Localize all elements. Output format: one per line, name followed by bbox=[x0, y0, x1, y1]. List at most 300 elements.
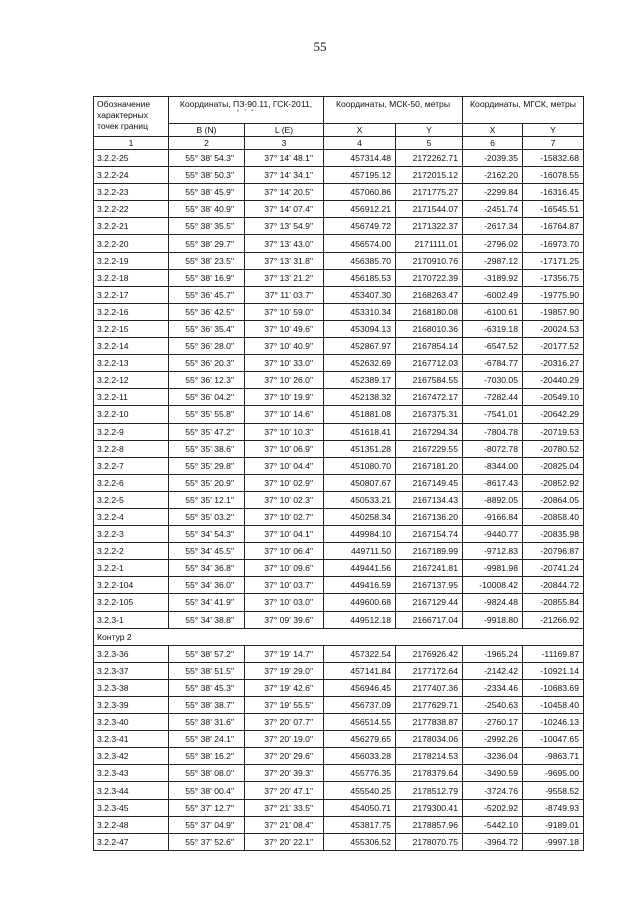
table-row bbox=[94, 833, 584, 850]
mgsk-x-cell: -1965.24 bbox=[463, 645, 523, 662]
table-row bbox=[94, 320, 584, 337]
latitude-b-cell: 55° 38' 38.7" bbox=[169, 697, 245, 714]
point-id-cell: 3.2.3-43 bbox=[94, 765, 169, 782]
latitude-b-cell: 55° 35' 12.1" bbox=[169, 491, 245, 508]
point-id-cell: 3.2.3-44 bbox=[94, 782, 169, 799]
table-row bbox=[94, 338, 584, 355]
msk-x-cell: 457141.84 bbox=[324, 662, 396, 679]
latitude-b-cell: 55° 36' 42.5" bbox=[169, 303, 245, 320]
longitude-l-cell: 37° 21' 08.4" bbox=[245, 816, 324, 833]
table-row bbox=[94, 286, 584, 303]
msk-x-cell: 456574.00 bbox=[324, 235, 396, 252]
msk-x-cell: 452138.32 bbox=[324, 389, 396, 406]
point-id-cell: 3.2.2-23 bbox=[94, 184, 169, 201]
longitude-l-cell: 37° 10' 10.3" bbox=[245, 423, 324, 440]
header-pz-units: ° ′ ″ bbox=[236, 110, 256, 116]
msk-y-cell: 2168010.36 bbox=[396, 320, 463, 337]
mgsk-y-cell: -10683.69 bbox=[523, 679, 584, 696]
latitude-b-cell: 55° 35' 38.6" bbox=[169, 440, 245, 457]
latitude-b-cell: 55° 34' 54.3" bbox=[169, 526, 245, 543]
point-id-cell: 3.2.3-41 bbox=[94, 731, 169, 748]
latitude-b-cell: 55° 34' 36.8" bbox=[169, 560, 245, 577]
mgsk-x-cell: -2142.42 bbox=[463, 662, 523, 679]
msk-y-cell: 2172015.12 bbox=[396, 167, 463, 184]
msk-y-cell: 2167154.74 bbox=[396, 526, 463, 543]
msk-x-cell: 453817.75 bbox=[324, 816, 396, 833]
latitude-b-cell: 55° 38' 50.3" bbox=[169, 167, 245, 184]
mgsk-x-cell: -3189.92 bbox=[463, 269, 523, 286]
mgsk-x-cell: -3724.76 bbox=[463, 782, 523, 799]
longitude-l-cell: 37° 20' 39.3" bbox=[245, 765, 324, 782]
mgsk-x-cell: -3490.59 bbox=[463, 765, 523, 782]
mgsk-y-cell: -8749.93 bbox=[523, 799, 584, 816]
msk-x-cell: 453094.13 bbox=[324, 320, 396, 337]
mgsk-x-cell: -6319.18 bbox=[463, 320, 523, 337]
latitude-b-cell: 55° 36' 12.3" bbox=[169, 372, 245, 389]
table-row bbox=[94, 782, 584, 799]
msk-x-cell: 456946.45 bbox=[324, 679, 396, 696]
msk-y-cell: 2167241.81 bbox=[396, 560, 463, 577]
msk-y-cell: 2172262.71 bbox=[396, 150, 463, 167]
msk-x-cell: 453310.34 bbox=[324, 303, 396, 320]
msk-y-cell: 2171111.01 bbox=[396, 235, 463, 252]
mgsk-x-cell: -7541.01 bbox=[463, 406, 523, 423]
mgsk-y-cell: -15832.68 bbox=[523, 150, 584, 167]
table-row bbox=[94, 662, 584, 679]
longitude-l-cell: 37° 14' 20.5" bbox=[245, 184, 324, 201]
latitude-b-cell: 55° 38' 51.5" bbox=[169, 662, 245, 679]
msk-y-cell: 2177407.36 bbox=[396, 679, 463, 696]
msk-x-cell: 455776.35 bbox=[324, 765, 396, 782]
mgsk-x-cell: -3236.04 bbox=[463, 748, 523, 765]
latitude-b-cell: 55° 34' 45.5" bbox=[169, 543, 245, 560]
mgsk-y-cell: -20855.84 bbox=[523, 594, 584, 611]
coordinates-table bbox=[93, 96, 584, 851]
table-row bbox=[94, 269, 584, 286]
longitude-l-cell: 37° 10' 59.0" bbox=[245, 303, 324, 320]
table-row bbox=[94, 508, 584, 525]
msk-x-cell: 449441.56 bbox=[324, 560, 396, 577]
latitude-b-cell: 55° 35' 55.8" bbox=[169, 406, 245, 423]
msk-x-cell: 451080.70 bbox=[324, 457, 396, 474]
mgsk-x-cell: -7804.78 bbox=[463, 423, 523, 440]
msk-y-cell: 2167189.99 bbox=[396, 543, 463, 560]
msk-y-cell: 2167181.20 bbox=[396, 457, 463, 474]
longitude-l-cell: 37° 10' 19.9" bbox=[245, 389, 324, 406]
point-id-cell: 3.2.2-15 bbox=[94, 320, 169, 337]
table-row bbox=[94, 474, 584, 491]
mgsk-x-cell: -2796.02 bbox=[463, 235, 523, 252]
latitude-b-cell: 55° 35' 03.2" bbox=[169, 508, 245, 525]
msk-x-cell: 457314.48 bbox=[324, 150, 396, 167]
point-id-cell: 3.2.2-4 bbox=[94, 508, 169, 525]
longitude-l-cell: 37° 20' 47.1" bbox=[245, 782, 324, 799]
mgsk-y-cell: -20316.27 bbox=[523, 355, 584, 372]
latitude-b-cell: 55° 38' 45.3" bbox=[169, 679, 245, 696]
column-number: 2 bbox=[169, 137, 245, 150]
latitude-b-cell: 55° 36' 20.3" bbox=[169, 355, 245, 372]
point-id-cell: 3.2.2-2 bbox=[94, 543, 169, 560]
table-row bbox=[94, 560, 584, 577]
point-id-cell: 3.2.3-42 bbox=[94, 748, 169, 765]
msk-y-cell: 2177838.87 bbox=[396, 714, 463, 731]
point-id-cell: 3.2.2-8 bbox=[94, 440, 169, 457]
mgsk-y-cell: -16316.45 bbox=[523, 184, 584, 201]
latitude-b-cell: 55° 38' 57.2" bbox=[169, 645, 245, 662]
latitude-b-cell: 55° 38' 40.9" bbox=[169, 201, 245, 218]
longitude-l-cell: 37° 20' 19.0" bbox=[245, 731, 324, 748]
table-row bbox=[94, 543, 584, 560]
msk-x-cell: 450807.67 bbox=[324, 474, 396, 491]
header-msk-y: Y bbox=[396, 124, 463, 137]
msk-y-cell: 2167149.45 bbox=[396, 474, 463, 491]
point-id-cell: 3.2.3-38 bbox=[94, 679, 169, 696]
longitude-l-cell: 37° 10' 02.9" bbox=[245, 474, 324, 491]
mgsk-y-cell: -20780.52 bbox=[523, 440, 584, 457]
mgsk-y-cell: -16764.87 bbox=[523, 218, 584, 235]
longitude-l-cell: 37° 19' 14.7" bbox=[245, 645, 324, 662]
header-mgsk-x: X bbox=[463, 124, 523, 137]
point-id-cell: 3.2.3-1 bbox=[94, 611, 169, 628]
point-id-cell: 3.2.2-9 bbox=[94, 423, 169, 440]
point-id-cell: 3.2.2-5 bbox=[94, 491, 169, 508]
header-l-e: L (E) bbox=[245, 124, 324, 137]
msk-x-cell: 452632.69 bbox=[324, 355, 396, 372]
longitude-l-cell: 37° 10' 02.3" bbox=[245, 491, 324, 508]
table-row bbox=[94, 748, 584, 765]
msk-x-cell: 456749.72 bbox=[324, 218, 396, 235]
mgsk-x-cell: -7282.44 bbox=[463, 389, 523, 406]
mgsk-x-cell: -9440.77 bbox=[463, 526, 523, 543]
longitude-l-cell: 37° 09' 39.6" bbox=[245, 611, 324, 628]
table-row bbox=[94, 201, 584, 218]
mgsk-x-cell: -6547.52 bbox=[463, 338, 523, 355]
mgsk-y-cell: -17356.75 bbox=[523, 269, 584, 286]
mgsk-y-cell: -20825.04 bbox=[523, 457, 584, 474]
mgsk-y-cell: -10047.65 bbox=[523, 731, 584, 748]
table-row bbox=[94, 252, 584, 269]
longitude-l-cell: 37° 10' 06.9" bbox=[245, 440, 324, 457]
point-id-cell: 3.2.2-22 bbox=[94, 201, 169, 218]
msk-y-cell: 2178512.79 bbox=[396, 782, 463, 799]
longitude-l-cell: 37° 13' 54.9" bbox=[245, 218, 324, 235]
longitude-l-cell: 37° 10' 04.1" bbox=[245, 526, 324, 543]
point-id-cell: 3.2.2-12 bbox=[94, 372, 169, 389]
mgsk-x-cell: -2451.74 bbox=[463, 201, 523, 218]
msk-x-cell: 449600.68 bbox=[324, 594, 396, 611]
msk-x-cell: 456737.09 bbox=[324, 697, 396, 714]
point-id-cell: 3.2.2-13 bbox=[94, 355, 169, 372]
msk-x-cell: 457322.54 bbox=[324, 645, 396, 662]
point-id-cell: 3.2.2-17 bbox=[94, 286, 169, 303]
latitude-b-cell: 55° 38' 16.9" bbox=[169, 269, 245, 286]
latitude-b-cell: 55° 38' 00.4" bbox=[169, 782, 245, 799]
column-number: 5 bbox=[396, 137, 463, 150]
longitude-l-cell: 37° 20' 07.7" bbox=[245, 714, 324, 731]
latitude-b-cell: 55° 38' 24.1" bbox=[169, 731, 245, 748]
msk-y-cell: 2177629.71 bbox=[396, 697, 463, 714]
header-mgsk: Координаты, МГСК, метры bbox=[463, 97, 584, 124]
msk-y-cell: 2178379.64 bbox=[396, 765, 463, 782]
msk-y-cell: 2166717.04 bbox=[396, 611, 463, 628]
table-row bbox=[94, 697, 584, 714]
msk-x-cell: 454050.71 bbox=[324, 799, 396, 816]
table-row bbox=[94, 355, 584, 372]
point-id-cell: 3.2.2-48 bbox=[94, 816, 169, 833]
latitude-b-cell: 55° 34' 36.0" bbox=[169, 577, 245, 594]
table-row bbox=[94, 167, 584, 184]
latitude-b-cell: 55° 34' 38.8" bbox=[169, 611, 245, 628]
point-id-cell: 3.2.2-105 bbox=[94, 594, 169, 611]
mgsk-y-cell: -9558.52 bbox=[523, 782, 584, 799]
longitude-l-cell: 37° 10' 04.4" bbox=[245, 457, 324, 474]
mgsk-x-cell: -2334.46 bbox=[463, 679, 523, 696]
point-id-cell: 3.2.3-37 bbox=[94, 662, 169, 679]
header-b-n: B (N) bbox=[169, 124, 245, 137]
longitude-l-cell: 37° 19' 29.0" bbox=[245, 662, 324, 679]
mgsk-x-cell: -9712.83 bbox=[463, 543, 523, 560]
msk-x-cell: 455306.52 bbox=[324, 833, 396, 850]
msk-y-cell: 2168263.47 bbox=[396, 286, 463, 303]
latitude-b-cell: 55° 36' 28.0" bbox=[169, 338, 245, 355]
msk-y-cell: 2176926.42 bbox=[396, 645, 463, 662]
msk-y-cell: 2167129.44 bbox=[396, 594, 463, 611]
latitude-b-cell: 55° 35' 47.2" bbox=[169, 423, 245, 440]
mgsk-y-cell: -20719.53 bbox=[523, 423, 584, 440]
point-id-cell: 3.2.3-39 bbox=[94, 697, 169, 714]
mgsk-y-cell: -20741.24 bbox=[523, 560, 584, 577]
latitude-b-cell: 55° 36' 04.2" bbox=[169, 389, 245, 406]
msk-x-cell: 451881.08 bbox=[324, 406, 396, 423]
latitude-b-cell: 55° 38' 35.5" bbox=[169, 218, 245, 235]
point-id-cell: 3.2.2-18 bbox=[94, 269, 169, 286]
table-row bbox=[94, 218, 584, 235]
mgsk-y-cell: -20177.52 bbox=[523, 338, 584, 355]
latitude-b-cell: 55° 37' 12.7" bbox=[169, 799, 245, 816]
table-row bbox=[94, 406, 584, 423]
table-row bbox=[94, 372, 584, 389]
msk-y-cell: 2167137.95 bbox=[396, 577, 463, 594]
point-id-cell: 3.2.2-24 bbox=[94, 167, 169, 184]
point-id-cell: 3.2.2-3 bbox=[94, 526, 169, 543]
msk-y-cell: 2167854.14 bbox=[396, 338, 463, 355]
mgsk-x-cell: -5202.92 bbox=[463, 799, 523, 816]
table-row bbox=[94, 594, 584, 611]
latitude-b-cell: 55° 36' 35.4" bbox=[169, 320, 245, 337]
table-row bbox=[94, 235, 584, 252]
section-row bbox=[94, 628, 584, 645]
longitude-l-cell: 37° 10' 03.0" bbox=[245, 594, 324, 611]
mgsk-x-cell: -8072.78 bbox=[463, 440, 523, 457]
mgsk-x-cell: -5442.10 bbox=[463, 816, 523, 833]
column-number: 4 bbox=[324, 137, 396, 150]
msk-y-cell: 2167584.55 bbox=[396, 372, 463, 389]
latitude-b-cell: 55° 35' 29.8" bbox=[169, 457, 245, 474]
mgsk-y-cell: -21266.92 bbox=[523, 611, 584, 628]
mgsk-y-cell: -16078.55 bbox=[523, 167, 584, 184]
msk-y-cell: 2171544.07 bbox=[396, 201, 463, 218]
mgsk-x-cell: -2162.20 bbox=[463, 167, 523, 184]
longitude-l-cell: 37° 10' 26.0" bbox=[245, 372, 324, 389]
mgsk-x-cell: -6784.77 bbox=[463, 355, 523, 372]
header-mgsk-y: Y bbox=[523, 124, 584, 137]
msk-x-cell: 456185.53 bbox=[324, 269, 396, 286]
msk-y-cell: 2179300.41 bbox=[396, 799, 463, 816]
mgsk-y-cell: -9695.00 bbox=[523, 765, 584, 782]
table-row bbox=[94, 714, 584, 731]
longitude-l-cell: 37° 14' 34.1" bbox=[245, 167, 324, 184]
longitude-l-cell: 37° 21' 33.5" bbox=[245, 799, 324, 816]
longitude-l-cell: 37° 10' 49.6" bbox=[245, 320, 324, 337]
header-point-designation: Обозначение характерных точек границ bbox=[94, 97, 169, 137]
msk-y-cell: 2178857.96 bbox=[396, 816, 463, 833]
column-number: 7 bbox=[523, 137, 584, 150]
point-id-cell: 3.2.2-21 bbox=[94, 218, 169, 235]
mgsk-x-cell: -10008.42 bbox=[463, 577, 523, 594]
mgsk-x-cell: -2039.35 bbox=[463, 150, 523, 167]
point-id-cell: 3.2.2-19 bbox=[94, 252, 169, 269]
table-row bbox=[94, 457, 584, 474]
msk-y-cell: 2170722.39 bbox=[396, 269, 463, 286]
msk-x-cell: 449711.50 bbox=[324, 543, 396, 560]
header-pz-label: Координаты, ПЗ-90.11, ГСК-2011, bbox=[179, 99, 313, 109]
msk-y-cell: 2167136.20 bbox=[396, 508, 463, 525]
latitude-b-cell: 55° 37' 52.6" bbox=[169, 833, 245, 850]
msk-x-cell: 456912.21 bbox=[324, 201, 396, 218]
table-row bbox=[94, 389, 584, 406]
latitude-b-cell: 55° 36' 45.7" bbox=[169, 286, 245, 303]
msk-y-cell: 2178214.53 bbox=[396, 748, 463, 765]
mgsk-y-cell: -17171.25 bbox=[523, 252, 584, 269]
latitude-b-cell: 55° 34' 41.9" bbox=[169, 594, 245, 611]
mgsk-x-cell: -6002.49 bbox=[463, 286, 523, 303]
msk-x-cell: 456514.55 bbox=[324, 714, 396, 731]
mgsk-x-cell: -3964.72 bbox=[463, 833, 523, 850]
point-id-cell: 3.2.2-10 bbox=[94, 406, 169, 423]
mgsk-x-cell: -2540.63 bbox=[463, 697, 523, 714]
msk-x-cell: 457060.86 bbox=[324, 184, 396, 201]
msk-x-cell: 449416.59 bbox=[324, 577, 396, 594]
msk-y-cell: 2171322.37 bbox=[396, 218, 463, 235]
point-id-cell: 3.2.2-1 bbox=[94, 560, 169, 577]
table-row bbox=[94, 491, 584, 508]
longitude-l-cell: 37° 13' 43.0" bbox=[245, 235, 324, 252]
msk-y-cell: 2178070.75 bbox=[396, 833, 463, 850]
msk-y-cell: 2168180.08 bbox=[396, 303, 463, 320]
latitude-b-cell: 55° 37' 04.9" bbox=[169, 816, 245, 833]
table-row bbox=[94, 303, 584, 320]
msk-y-cell: 2167229.55 bbox=[396, 440, 463, 457]
mgsk-y-cell: -20852.92 bbox=[523, 474, 584, 491]
longitude-l-cell: 37° 14' 07.4" bbox=[245, 201, 324, 218]
point-id-cell: 3.2.2-6 bbox=[94, 474, 169, 491]
latitude-b-cell: 55° 38' 23.5" bbox=[169, 252, 245, 269]
msk-x-cell: 449984.10 bbox=[324, 526, 396, 543]
mgsk-x-cell: -2299.84 bbox=[463, 184, 523, 201]
msk-y-cell: 2167712.03 bbox=[396, 355, 463, 372]
mgsk-y-cell: -19857.90 bbox=[523, 303, 584, 320]
table-row bbox=[94, 645, 584, 662]
table-body-contour-1 bbox=[94, 150, 584, 629]
column-number: 3 bbox=[245, 137, 324, 150]
msk-y-cell: 2171775.27 bbox=[396, 184, 463, 201]
table-row bbox=[94, 731, 584, 748]
mgsk-y-cell: -10921.14 bbox=[523, 662, 584, 679]
mgsk-x-cell: -8344.00 bbox=[463, 457, 523, 474]
msk-y-cell: 2167294.34 bbox=[396, 423, 463, 440]
header-msk-x: X bbox=[324, 124, 396, 137]
msk-x-cell: 455540.25 bbox=[324, 782, 396, 799]
table-row bbox=[94, 526, 584, 543]
header-msk50: Координаты, МСК-50, метры bbox=[324, 97, 463, 124]
mgsk-y-cell: -20858.40 bbox=[523, 508, 584, 525]
point-id-cell: 3.2.3-45 bbox=[94, 799, 169, 816]
mgsk-x-cell: -9981.98 bbox=[463, 560, 523, 577]
longitude-l-cell: 37° 14' 48.1" bbox=[245, 150, 324, 167]
msk-y-cell: 2177172.64 bbox=[396, 662, 463, 679]
longitude-l-cell: 37° 19' 55.5" bbox=[245, 697, 324, 714]
longitude-l-cell: 37° 10' 03.7" bbox=[245, 577, 324, 594]
longitude-l-cell: 37° 19' 42.6" bbox=[245, 679, 324, 696]
mgsk-y-cell: -16545.51 bbox=[523, 201, 584, 218]
table-row bbox=[94, 150, 584, 167]
mgsk-y-cell: -9863.71 bbox=[523, 748, 584, 765]
mgsk-y-cell: -9189.01 bbox=[523, 816, 584, 833]
table-row bbox=[94, 440, 584, 457]
mgsk-y-cell: -20844.72 bbox=[523, 577, 584, 594]
mgsk-y-cell: -20835.98 bbox=[523, 526, 584, 543]
longitude-l-cell: 37° 10' 33.0" bbox=[245, 355, 324, 372]
mgsk-x-cell: -6100.61 bbox=[463, 303, 523, 320]
longitude-l-cell: 37° 11' 03.7" bbox=[245, 286, 324, 303]
longitude-l-cell: 37° 20' 29.6" bbox=[245, 748, 324, 765]
mgsk-y-cell: -20440.29 bbox=[523, 372, 584, 389]
mgsk-x-cell: -9824.48 bbox=[463, 594, 523, 611]
mgsk-x-cell: -9918.80 bbox=[463, 611, 523, 628]
msk-x-cell: 453407.30 bbox=[324, 286, 396, 303]
section-label: Контур 2 bbox=[94, 628, 584, 645]
header-pz9011-gsk2011 bbox=[169, 97, 324, 124]
table-row bbox=[94, 816, 584, 833]
msk-y-cell: 2178034.06 bbox=[396, 731, 463, 748]
longitude-l-cell: 37° 20' 22.1" bbox=[245, 833, 324, 850]
mgsk-y-cell: -16973.70 bbox=[523, 235, 584, 252]
longitude-l-cell: 37° 10' 06.4" bbox=[245, 543, 324, 560]
mgsk-x-cell: -2992.26 bbox=[463, 731, 523, 748]
mgsk-y-cell: -20796.87 bbox=[523, 543, 584, 560]
table-row bbox=[94, 765, 584, 782]
msk-x-cell: 449512.18 bbox=[324, 611, 396, 628]
msk-x-cell: 456279.65 bbox=[324, 731, 396, 748]
point-id-cell: 3.2.2-47 bbox=[94, 833, 169, 850]
longitude-l-cell: 37° 10' 40.9" bbox=[245, 338, 324, 355]
point-id-cell: 3.2.2-11 bbox=[94, 389, 169, 406]
latitude-b-cell: 55° 38' 16.2" bbox=[169, 748, 245, 765]
table-row bbox=[94, 679, 584, 696]
mgsk-x-cell: -7030.05 bbox=[463, 372, 523, 389]
msk-x-cell: 450533.21 bbox=[324, 491, 396, 508]
msk-x-cell: 450258.34 bbox=[324, 508, 396, 525]
table-row bbox=[94, 799, 584, 816]
table-row bbox=[94, 611, 584, 628]
mgsk-x-cell: -2987.12 bbox=[463, 252, 523, 269]
latitude-b-cell: 55° 35' 20.9" bbox=[169, 474, 245, 491]
latitude-b-cell: 55° 38' 31.6" bbox=[169, 714, 245, 731]
longitude-l-cell: 37° 10' 09.6" bbox=[245, 560, 324, 577]
point-id-cell: 3.2.2-16 bbox=[94, 303, 169, 320]
column-number: 1 bbox=[94, 137, 169, 150]
point-id-cell: 3.2.2-104 bbox=[94, 577, 169, 594]
